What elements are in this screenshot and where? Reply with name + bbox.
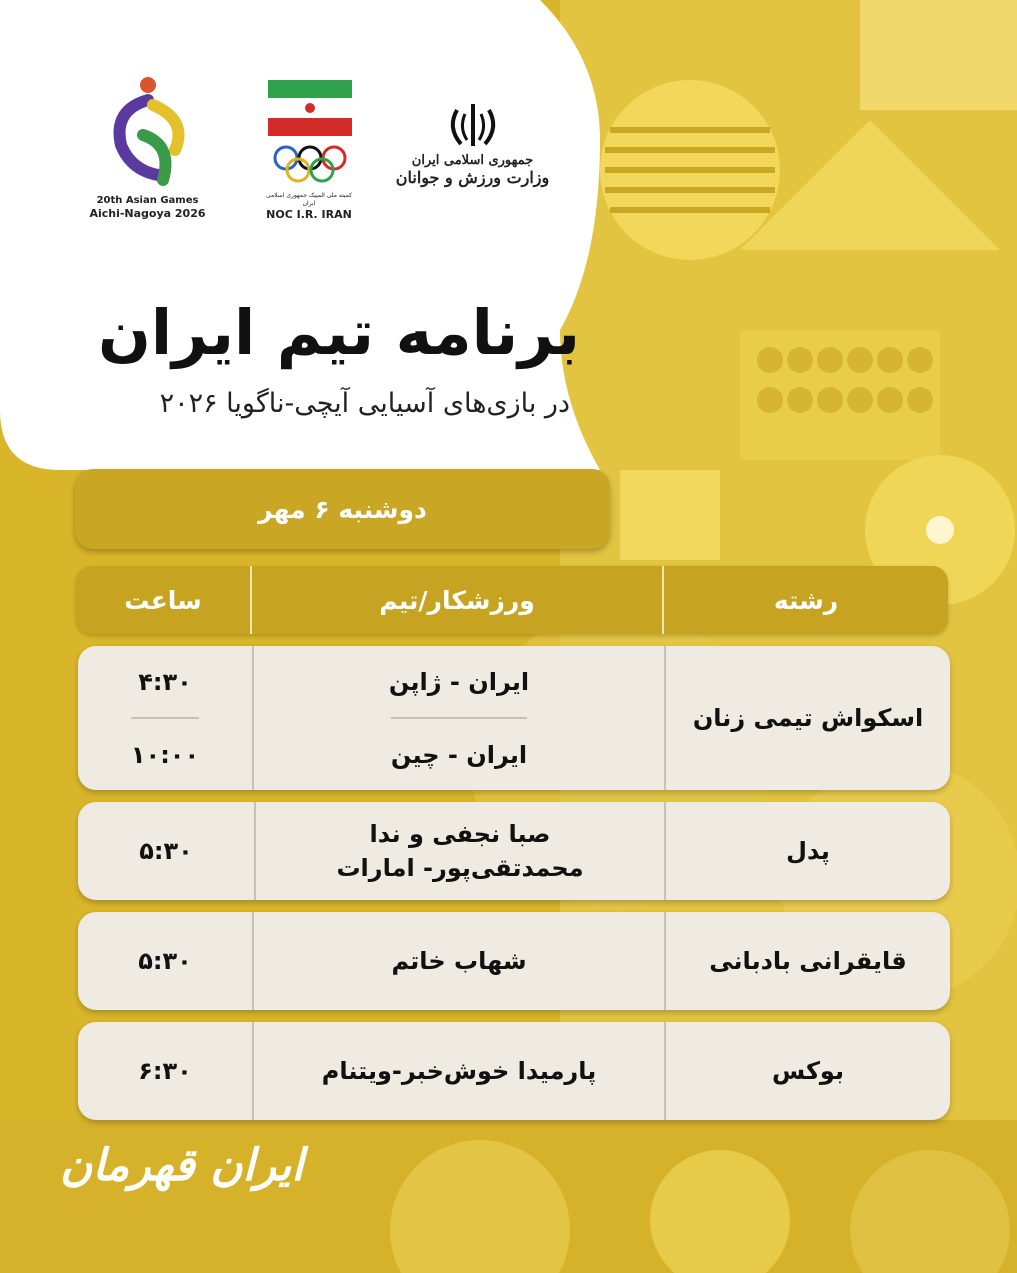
noc-farsi-text: کمیته ملی المپیک جمهوری اسلامی ایران — [265, 192, 353, 207]
athlete-cell: صبا نجفی و ندا محمدتقی‌پور- امارات — [254, 802, 664, 900]
asian-games-emblem-icon — [103, 75, 193, 190]
page-subtitle: در بازی‌های آسیایی آیچی-ناگویا ۲۰۲۶ — [159, 388, 570, 419]
table-header — [76, 566, 948, 634]
time-cell: ۶:۳۰ — [138, 1057, 192, 1085]
athlete-cell: ایران - چین — [391, 717, 527, 790]
asian-games-line2: Aichi-Nagoya 2026 — [89, 207, 206, 220]
table-row — [78, 912, 950, 1010]
table-row — [78, 646, 950, 790]
date-banner: دوشنبه ۶ مهر — [75, 469, 610, 549]
athlete-cell: شهاب خاتم — [252, 912, 664, 1010]
brand-logo: ایران قهرمان — [60, 1140, 304, 1191]
table-row — [78, 802, 950, 900]
table-row — [78, 1022, 950, 1120]
ministry-line2: وزارت ورزش و جوانان — [395, 168, 550, 187]
discipline-cell: پدل — [664, 802, 950, 900]
discipline-cell: بوکس — [664, 1022, 950, 1120]
athlete-cell: ایران - ژاپن — [388, 667, 530, 696]
asian-games-line1: 20th Asian Games — [96, 195, 199, 206]
time-cell: ۱۰:۰۰ — [131, 717, 199, 790]
discipline-cell: اسکواش تیمی زنان — [664, 646, 950, 790]
noc-text: NOC I.R. IRAN — [266, 208, 352, 221]
noc-iran-logo — [260, 78, 358, 221]
time-cell: ۴:۳۰ — [138, 667, 192, 696]
ministry-line1: جمهوری اسلامی ایران — [411, 153, 534, 168]
header-discipline: رشته — [662, 566, 948, 634]
discipline-cell: قایقرانی بادبانی — [664, 912, 950, 1010]
asian-games-logo — [85, 75, 210, 220]
iran-flag-olympic-rings-icon — [264, 78, 354, 188]
athlete-cell: پارمیدا خوش‌خبر-ویتنام — [252, 1022, 664, 1120]
header-time: ساعت — [124, 585, 202, 615]
page-title: برنامه تیم ایران — [97, 296, 580, 369]
iran-emblem-icon — [443, 100, 503, 150]
time-cell: ۵:۳۰ — [139, 837, 193, 865]
time-cell-group — [78, 646, 252, 790]
athlete-cell-group — [252, 646, 664, 790]
time-cell: ۵:۳۰ — [138, 947, 192, 975]
ministry-logo — [395, 100, 550, 189]
header-athlete: ورزشکار/تیم — [250, 566, 662, 634]
